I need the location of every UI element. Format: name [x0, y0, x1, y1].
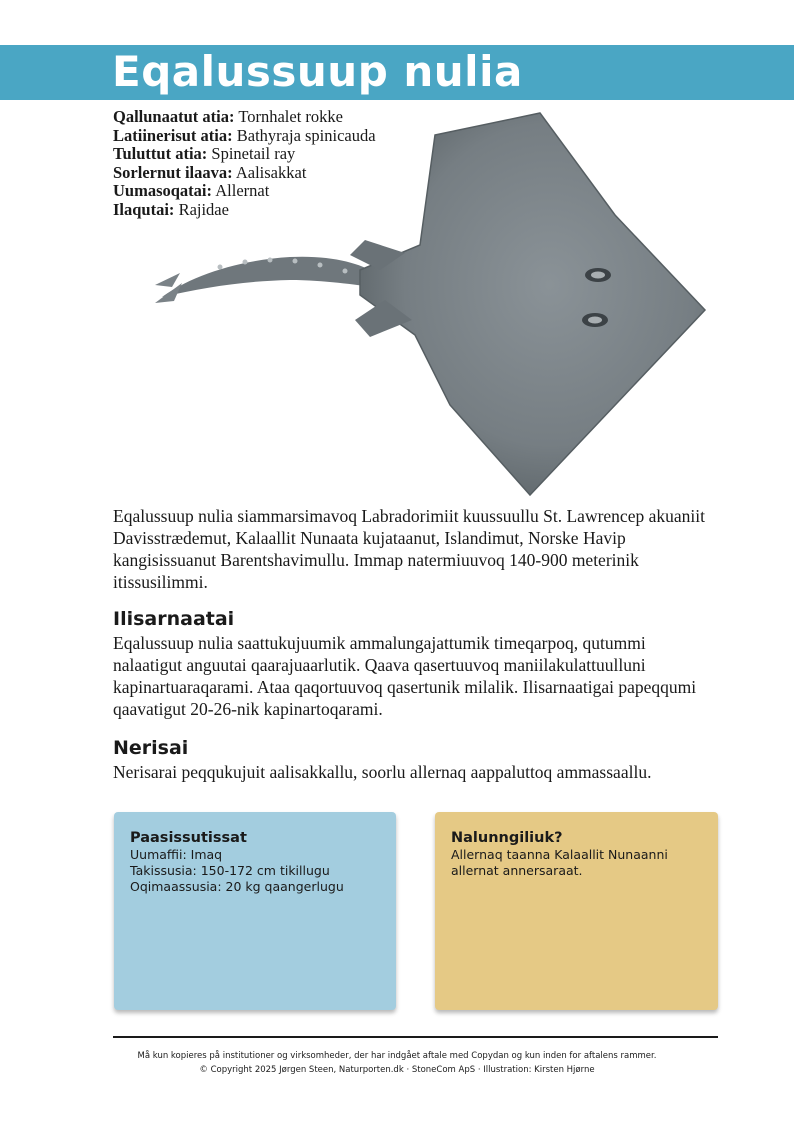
footer-license: Må kun kopieres på institutioner og virksomheder, der har indgået aftale med Copydan og kun inden for aftalens rammer.	[137, 1051, 657, 1061]
fact-value: Rajidae	[178, 199, 229, 219]
info-card	[114, 812, 396, 1010]
intro-paragraph: Eqalussuup nulia siammarsimavoq Labradorimiit kuussuullu St. Lawrencep akuaniit Davisstrædemut, Kalaallit Nunaata kujataanut, Islandimut, Norske Havip kangisissuanut Barentshavimullu. Immap natermiuuvoq 140-900 meterinik itissusilimmi.	[113, 506, 705, 592]
fact-key: Tuluttut atia:	[113, 144, 208, 163]
info-card-line: Uumaffii: Imaq	[130, 847, 223, 862]
footer-divider	[113, 1036, 718, 1038]
info-card-line: Oqimaassusia: 20 kg qaangerlugu	[130, 879, 344, 894]
fact-key: Qallunaatut atia:	[113, 107, 235, 126]
fact-value: Allernat	[215, 181, 270, 200]
info-card-line: Takissusia: 150-172 cm tikillugu	[130, 863, 330, 878]
spinetail-ray-illustration	[150, 105, 720, 500]
fact-key: Uumasoqatai:	[113, 181, 213, 200]
fact-card	[435, 812, 718, 1010]
fact-value: Bathyraja spinicauda	[236, 125, 376, 145]
fact-value: Aalisakkat	[235, 162, 307, 182]
features-heading: Ilisarnaatai	[113, 608, 235, 630]
food-paragraph: Nerisarai peqqukujuit aalisakkallu, soorlu allernaq aappaluttoq ammassaallu.	[113, 762, 652, 782]
fact-key: Sorlernut ilaava:	[113, 162, 233, 182]
info-card-title: Paasissutissat	[130, 830, 247, 846]
fact-card-title: Nalunngiliuk?	[451, 830, 563, 846]
food-heading: Nerisai	[113, 737, 189, 759]
fact-value: Spinetail ray	[211, 144, 296, 163]
features-paragraph: Eqalussuup nulia saattukujuumik ammalungajattumik timeqarpoq, qutummi nalaatigut anguutai qaarajuaarlutik. Qaava qasertuuvoq maniilakulattuulluni kapinartuaraqarami. Ataa qaqortuuvoq qasertunik milalik. Ilisarnaatigai papeqqumi qaavatigut 20-26-nik kapinartoqarami.	[113, 633, 697, 719]
footer-copyright: © Copyright 2025 Jørgen Steen, Naturporten.dk · StoneCom ApS · Illustration: Kirsten Hjørne	[199, 1065, 595, 1075]
fact-card-text: Allernaq taanna Kalaallit Nunaanni allernat annersaraat.	[451, 847, 668, 878]
page-title: Eqalussuup nulia	[112, 47, 523, 96]
fact-key: Latiinerisut atia:	[113, 125, 233, 145]
fact-value: Tornhalet rokke	[238, 107, 343, 126]
fact-key: Ilaqutai:	[113, 199, 175, 219]
